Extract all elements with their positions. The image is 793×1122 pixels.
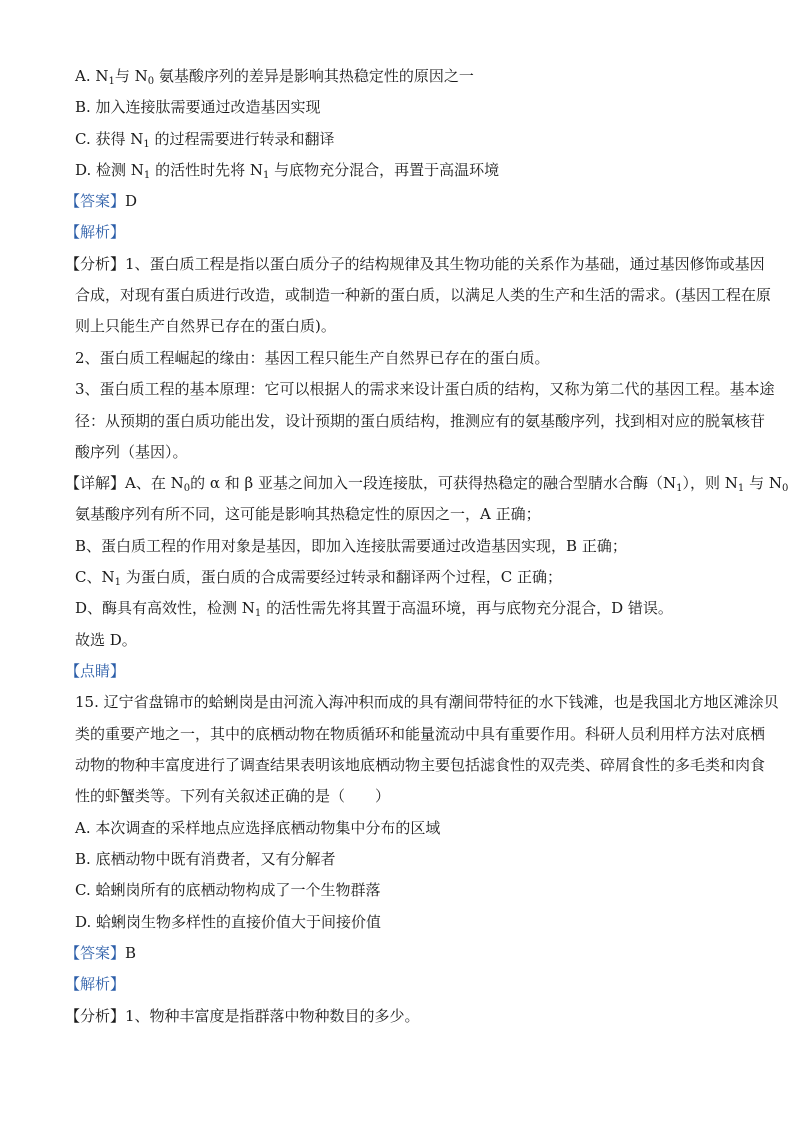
subscript: 0 [183,483,191,494]
analysis-tag: 【解析】 [65,223,126,241]
q14-detail-line-2 [75,504,725,524]
q14-option-d [75,160,725,180]
q14-analysis-line-3 [75,316,725,336]
question-stem-text: 类的重要产地之一，其中的底栖动物在物质循环和能量流动中具有重要作用。科研人员利用样方法对底栖 [75,725,766,743]
subscript: 1 [737,483,745,494]
detail-tag: 【详解】 [65,474,126,492]
analysis-text: 1、蛋白质工程是指以蛋白质分子的结构规律及其生物功能的关系作为基础，通过基因修饰或基因 [125,255,765,273]
answer-value: D [125,192,138,210]
option-d-text-3: 与底物充分混合，再置于高温环境 [269,161,500,179]
detail-text: C、N [75,568,115,586]
q14-analysis-line-2 [75,285,771,305]
option-a-text-3: 氨基酸序列的差异是影响其热稳定性的原因之一 [154,67,474,85]
q15-option-d [75,912,725,932]
q15-option-c [75,880,725,900]
option-b-text: B. 底栖动物中既有消费者，又有分解者 [75,850,336,868]
detail-text: D、酶具有高效性，检测 N [75,599,255,617]
q14-analysis-header [65,222,715,242]
q15-analysis-line-1 [65,1006,715,1026]
analysis-sub-tag: 【分析】 [65,1007,126,1025]
q14-option-a [75,66,725,86]
analysis-text: 则上只能生产自然界已存在的蛋白质)。 [75,317,336,335]
q14-analysis-line-7 [75,442,725,462]
q15-stem-line-1 [75,692,779,712]
q14-conclusion [75,630,725,650]
q15-answer [65,943,715,963]
analysis-text: 合成，对现有蛋白质进行改造，或制造一种新的蛋白质，以满足人类的生产和生活的需求。(基因工程在原 [75,286,771,304]
question-stem-text: 15. 辽宁省盘锦市的蛤蜊岗是由河流入海冲积而成的具有潮间带特征的水下钱滩，也是我国北方地区滩涂贝 [75,693,779,711]
subscript: 0 [147,76,155,87]
q14-detail-line-3 [75,536,725,556]
subscript: 0 [781,483,789,494]
q14-analysis-line-1 [65,254,765,274]
question-stem-text: 性的虾蟹类等。下列有关叙述正确的是（ ） [75,787,391,805]
q14-answer [65,191,715,211]
analysis-text: 2、蛋白质工程崛起的缘由：基因工程只能生产自然界已存在的蛋白质。 [75,349,550,367]
option-c-text-1: C. 获得 N [75,130,144,148]
detail-text: 的活性需先将其置于高温环境，再与底物充分混合，D 错误。 [261,599,673,617]
subscript: 1 [676,483,683,494]
analysis-text: 径：从预期的蛋白质功能出发，设计预期的蛋白质结构，推测应有的氨基酸序列，找到相对应的脱氧核苷 [75,412,766,430]
subscript: 1 [143,170,151,181]
analysis-tag: 【解析】 [65,975,126,993]
analysis-text: 酸序列（基因）。 [75,443,188,461]
comment-tag: 【点睛】 [65,662,126,680]
detail-text: 为蛋白质，蛋白质的合成需要经过转录和翻译两个过程，C 正确； [120,568,563,586]
q14-detail-line-4 [75,567,725,587]
analysis-text: 3、蛋白质工程的基本原理：它可以根据人的需求来设计蛋白质的结构，又称为第二代的基因工程。基本途 [75,380,775,398]
subscript: 1 [143,139,150,150]
subscript: 1 [108,76,115,87]
analysis-sub-tag: 【分析】 [65,255,126,273]
detail-text: 的 α 和 β 亚基之间加入一段连接肽，可获得热稳定的融合型腈水合酶（N [190,474,677,492]
q14-analysis-line-4 [75,348,725,368]
question-stem-text: 动物的物种丰富度进行了调查结果表明该地底栖动物主要包括滤食性的双壳类、碎屑食性的多毛类和肉食 [75,756,766,774]
option-c-text: C. 蛤蜊岗所有的底栖动物构成了一个生物群落 [75,881,381,899]
option-d-text: D. 蛤蜊岗生物多样性的直接价值大于间接价值 [75,913,382,931]
answer-tag: 【答案】 [65,944,126,962]
detail-text: 与 N [744,474,782,492]
q14-option-c [75,129,725,149]
detail-text: A、在 N [125,474,184,492]
q14-option-b [75,97,725,117]
conclusion-text: 故选 D。 [75,631,137,649]
answer-tag: 【答案】 [65,192,126,210]
option-d-text-1: D. 检测 N [75,161,144,179]
q14-analysis-line-6 [75,411,766,431]
subscript: 1 [114,577,121,588]
q15-option-b [75,849,725,869]
answer-value: B [125,944,137,962]
q15-stem-line-4 [75,786,725,806]
option-a-text: A. 本次调查的采样地点应选择底栖动物集中分布的区域 [75,819,441,837]
subscript: 1 [262,170,270,181]
detail-text: ），则 N [682,474,738,492]
detail-text: 氨基酸序列有所不同，这可能是影响其热稳定性的原因之一，A 正确； [75,505,541,523]
q15-stem-line-3 [75,755,766,775]
q15-stem-line-2 [75,724,766,744]
q14-analysis-line-5 [75,379,775,399]
option-a-text-1: A. N [75,67,109,85]
analysis-text: 1、物种丰富度是指群落中物种数目的多少。 [125,1007,420,1025]
detail-text: B、蛋白质工程的作用对象是基因，即加入连接肽需要通过改造基因实现，B 正确； [75,537,627,555]
q14-detail-line-1 [65,473,789,494]
option-b-text: B. 加入连接肽需要通过改造基因实现 [75,98,321,116]
q14-comment-header [65,661,715,681]
q14-detail-line-5 [75,598,725,618]
q15-option-a [75,818,725,838]
q15-analysis-header [65,974,715,994]
option-a-text-2: 与 N [114,67,148,85]
option-c-text-2: 的过程需要进行转录和翻译 [149,130,335,148]
subscript: 1 [254,608,262,619]
option-d-text-2: 的活性时先将 N [150,161,263,179]
